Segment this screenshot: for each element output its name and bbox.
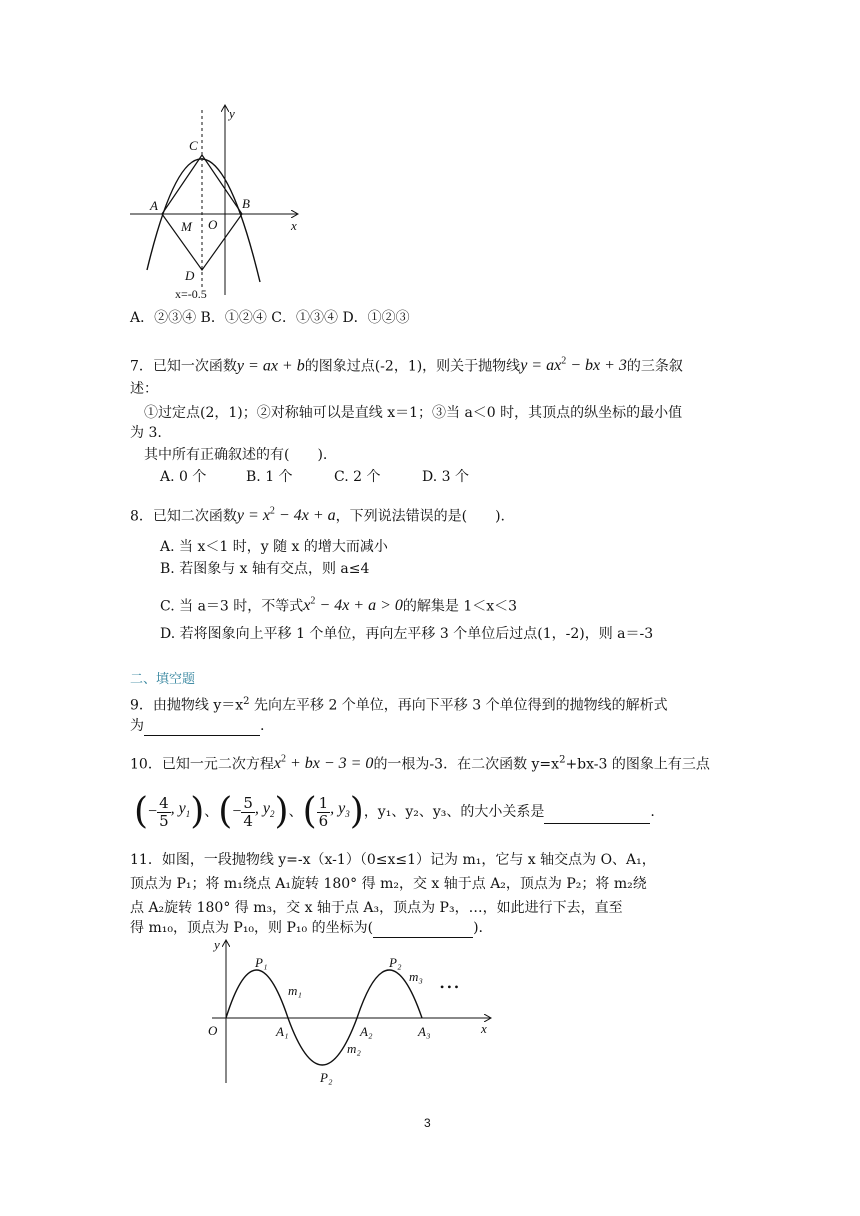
q10-frac-3: $\frac{1}{6}$ — [318, 793, 329, 830]
label-a: A — [150, 198, 158, 213]
page-number: 3 — [424, 1116, 431, 1130]
axis-caption: x=-0.5 — [175, 287, 207, 301]
label-b: B — [242, 196, 250, 211]
label-d: D — [185, 268, 195, 283]
q11-line4: 得 m₁₀，顶点为 P₁₀，则 P₁₀ 的坐标为( ). — [130, 920, 483, 936]
q11-line2: 顶点为 P₁；将 m₁绕点 A₁旋转 180° 得 m₂，交 x 轴于点 A₂，顶点为 P₂；将 m₂绕 — [130, 876, 647, 892]
q10-frac-2: $\frac{5}{4}$ — [243, 793, 253, 830]
label-a2: A₂ — [360, 1024, 373, 1039]
parabola-figure-1 — [125, 100, 310, 305]
label-p1: P₁ — [255, 955, 268, 970]
q8-option-a: A. 当 x＜1 时，y 随 x 的增大而减小 — [160, 539, 388, 555]
label-y2: y — [214, 937, 220, 952]
q8-eq: $y = x^2 - 4x + a$ — [236, 506, 336, 525]
label-x: x — [291, 218, 297, 233]
wave-parabola-figure — [200, 935, 500, 1090]
q11-line3: 点 A₂旋转 180° 得 m₃，交 x 轴于点 A₃，顶点为 P₃，…，如此进行下去，直至 — [130, 900, 623, 916]
label-x2: x — [481, 1021, 487, 1036]
label-a3: A₃ — [418, 1024, 431, 1039]
q8-option-d: D. 若将图象向上平移 1 个单位，再向左平移 3 个单位后过点(1，-2)，则 a＝-3 — [160, 626, 654, 642]
q7-line4: 为 3. — [130, 425, 162, 441]
label-m1: m₁ — [288, 983, 302, 998]
q10-frac-1: $\frac{4}{5}$ — [159, 793, 169, 830]
q8-stem — [130, 502, 505, 526]
curve-m1 — [226, 970, 288, 1018]
q10-answer-blank[interactable] — [544, 801, 650, 824]
q9-answer-blank[interactable] — [144, 719, 260, 736]
q10-line1: 10．已知一元二次方程$x^2$ + bx − 3 = 0的一根为-3．在二次函数 $y=x^2+bx-3$ 的图象上有三点 — [130, 754, 710, 773]
continuation-dots: • • • — [440, 980, 459, 994]
label-m: M — [181, 219, 192, 234]
q7-option-c: C. 2 个 — [334, 469, 381, 485]
q7-text-a: 7．已知一次函数 — [130, 358, 237, 375]
q7-text-b: 的图象过点(-2，1)，则关于抛物线 — [304, 358, 521, 375]
label-o2: O — [208, 1023, 218, 1038]
q11-line1: 11．如图，一段抛物线 y=-x（x-1）（0≤x≤1）记为 m₁，它与 x 轴交点为 O、A₁， — [130, 852, 656, 868]
label-y: y — [229, 106, 235, 121]
q7-line1 — [130, 352, 683, 376]
q7-line5: 其中所有正确叙述的有( ). — [144, 447, 328, 463]
q7-option-b: B. 1 个 — [246, 469, 293, 485]
label-m2: m₂ — [347, 1041, 361, 1056]
q8-stem-b: ，下列说法错误的是( ). — [335, 508, 505, 525]
q7-eq1: y = ax + b — [236, 357, 305, 375]
q8-stem-a: 8．已知二次函数 — [130, 508, 237, 525]
q6-options: A．②③④ B．①②④ C．①③④ D．①②③ — [130, 310, 410, 326]
q8-option-b: B. 若图象与 x 轴有交点，则 a≤4 — [160, 561, 370, 577]
label-p2-low: P₂ — [320, 1070, 333, 1085]
section-title: 二、填空题 — [130, 672, 196, 687]
label-o: O — [208, 217, 218, 232]
q7-line3: ①过定点(2，1)；②对称轴可以是直线 x＝1；③当 a＜0 时，其顶点的纵坐标的最小值 — [144, 405, 683, 421]
q9-line2: 为 . — [130, 718, 265, 734]
q7-option-a: A. 0 个 — [160, 469, 207, 485]
label-m3: m₃ — [409, 969, 423, 984]
q10-line2: ( − $\frac{4}{5}$ , $y_1$ ) 、 ( − $\frac{5}{4}$ , $y_2$ ) 、 ( $\frac{1}{6}$ , $y_3$ ) ，y₁、y₂、y₃、的大小关系是 . — [134, 791, 655, 832]
q9-line1: 9．由抛物线 $y=x^2$ 先向左平移 2 个单位，再向下平移 3 个单位得到的抛物线的解析式 — [130, 696, 668, 714]
q7-eq2: $y = ax^2$ − bx + 3 — [520, 356, 627, 375]
q7-line2: 述： — [130, 381, 158, 397]
parabola-curve — [147, 159, 260, 282]
q7-option-d: D. 3 个 — [422, 469, 469, 485]
label-p2-high: P₂ — [389, 955, 402, 970]
q8-option-c: C. 当 a＝3 时，不等式$x^2 - 4x + a > 0$的解集是 1＜x＜3 — [160, 596, 518, 615]
label-c: C — [189, 138, 198, 153]
label-a1: A₁ — [276, 1024, 289, 1039]
q7-text-c: 的三条叙 — [626, 358, 683, 375]
